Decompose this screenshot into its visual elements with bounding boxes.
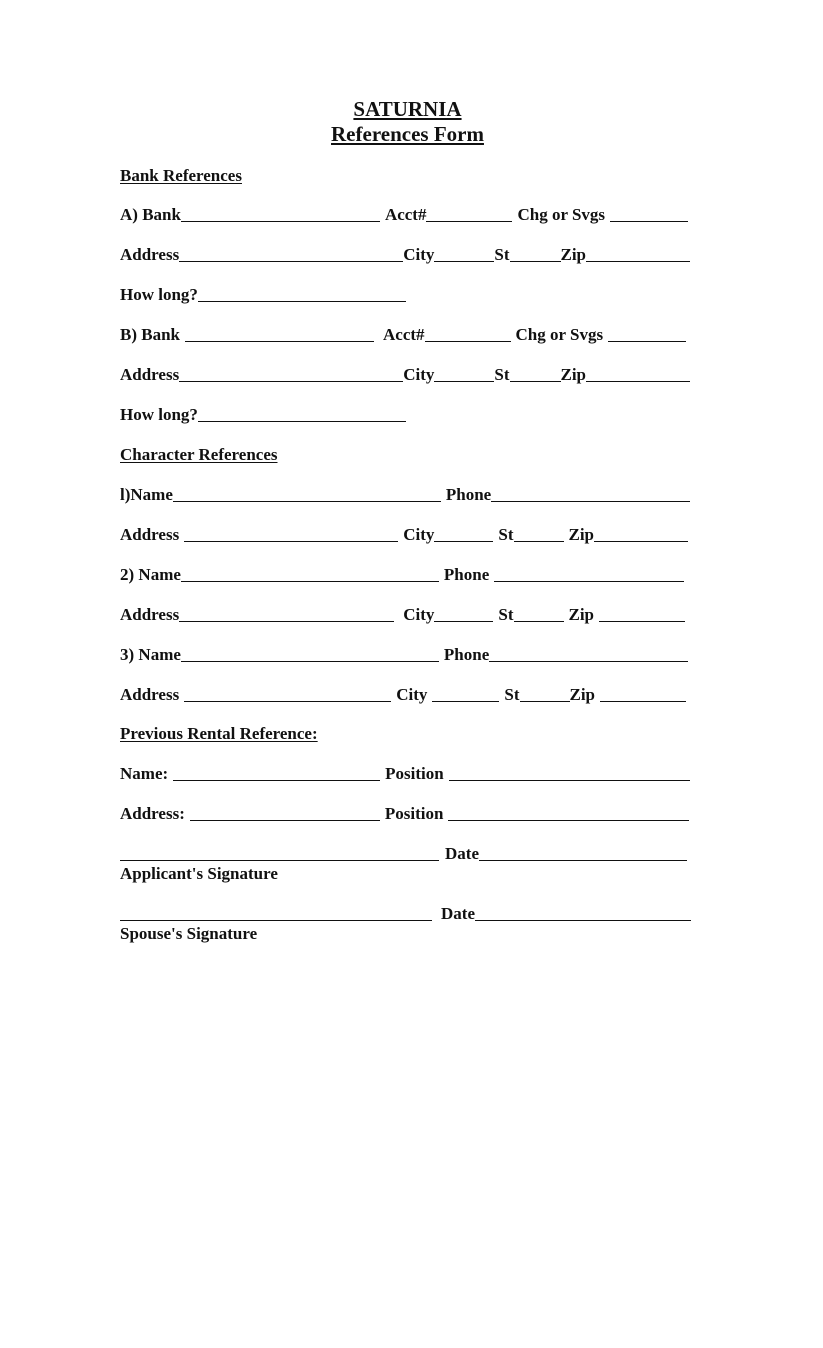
spouse-signature-row <box>120 901 700 923</box>
char-ref-2-city-field[interactable] <box>434 620 493 622</box>
bank-references-heading: Bank References <box>120 166 242 185</box>
char-ref-1-address-field[interactable] <box>184 540 398 542</box>
char-ref-3-phone-field[interactable] <box>489 660 688 662</box>
bank-b-chg-label: Chg or Svgs <box>515 325 604 344</box>
bank-a-zip-label: Zip <box>560 245 587 264</box>
rental-position-field[interactable] <box>449 779 690 781</box>
spouse-date-label: Date <box>441 904 475 923</box>
char-ref-2-name-row <box>120 562 700 584</box>
char-ref-2-name-label: 2) Name <box>120 565 181 584</box>
bank-b-address-row <box>120 362 700 384</box>
bank-b-st-label: St <box>494 365 510 384</box>
char-ref-3-city-label: City <box>396 685 428 704</box>
bank-b-how-long-label: How long? <box>120 405 198 424</box>
bank-a-address-label: Address <box>120 245 180 264</box>
char-ref-3-name-label: 3) Name <box>120 645 181 664</box>
char-ref-3-city-field[interactable] <box>432 700 499 702</box>
bank-a-row <box>120 202 700 224</box>
bank-b-address-label: Address <box>120 365 180 384</box>
char-ref-2-name-field[interactable] <box>181 580 439 582</box>
char-ref-3-zip-field[interactable] <box>600 700 686 702</box>
bank-a-st-label: St <box>494 245 510 264</box>
char-ref-2-phone-field[interactable] <box>494 580 684 582</box>
bank-a-how-long-field[interactable] <box>198 300 406 302</box>
rental-position-label: Position <box>385 764 444 783</box>
bank-b-acct-label: Acct# <box>383 325 425 344</box>
rental-name-field[interactable] <box>173 779 380 781</box>
rental-address-label: Address: <box>120 804 185 823</box>
char-ref-3-address-field[interactable] <box>184 700 391 702</box>
char-ref-3-name-field[interactable] <box>181 660 439 662</box>
character-references-heading: Character References <box>120 445 278 464</box>
bank-b-address-field[interactable] <box>179 380 403 382</box>
applicant-signature-field[interactable] <box>120 859 439 861</box>
char-ref-1-name-label: l)Name <box>120 485 173 504</box>
char-ref-2-st-label: St <box>498 605 514 624</box>
rental-position2-label: Position <box>384 804 444 823</box>
char-ref-3-address-row <box>120 682 700 704</box>
char-ref-1-phone-field[interactable] <box>491 500 690 502</box>
char-ref-1-city-label: City <box>403 525 435 544</box>
char-ref-2-address-row <box>120 602 700 624</box>
char-ref-1-city-field[interactable] <box>434 540 493 542</box>
char-ref-3-phone-label: Phone <box>443 645 490 664</box>
char-ref-2-address-label: Address <box>120 605 180 624</box>
char-ref-2-address-field[interactable] <box>179 620 394 622</box>
char-ref-3-address-label: Address <box>120 685 180 704</box>
bank-a-city-label: City <box>403 245 435 264</box>
char-ref-2-zip-label: Zip <box>568 605 595 624</box>
rental-position2-field[interactable] <box>448 819 689 821</box>
char-ref-1-name-field[interactable] <box>173 500 441 502</box>
char-ref-2-phone-label: Phone <box>443 565 490 584</box>
char-ref-2-city-label: City <box>403 605 435 624</box>
bank-a-how-long-label: How long? <box>120 285 198 304</box>
company-name: SATURNIA <box>353 97 462 121</box>
bank-a-address-row <box>120 242 700 264</box>
char-ref-1-st-label: St <box>498 525 514 544</box>
char-ref-3-zip-label: Zip <box>569 685 596 704</box>
bank-b-chg-field[interactable] <box>608 340 686 342</box>
bank-b-zip-field[interactable] <box>586 380 690 382</box>
bank-b-how-long-field[interactable] <box>198 420 406 422</box>
spouse-date-field[interactable] <box>475 919 691 921</box>
char-ref-1-st-field[interactable] <box>514 540 564 542</box>
char-ref-1-phone-label: Phone <box>445 485 492 504</box>
bank-a-st-field[interactable] <box>510 260 561 262</box>
char-ref-2-zip-field[interactable] <box>599 620 685 622</box>
bank-a-chg-label: Chg or Svgs <box>517 205 606 224</box>
applicant-date-field[interactable] <box>479 859 687 861</box>
applicant-signature-row <box>120 841 700 863</box>
char-ref-1-zip-field[interactable] <box>594 540 688 542</box>
bank-a-acct-field[interactable] <box>426 220 512 222</box>
bank-a-label: A) Bank <box>120 205 181 224</box>
rental-address-row <box>120 801 700 823</box>
bank-b-zip-label: Zip <box>560 365 587 384</box>
char-ref-3-st-label: St <box>504 685 520 704</box>
char-ref-1-address-row <box>120 522 700 544</box>
char-ref-1-address-label: Address <box>120 525 180 544</box>
char-ref-1-name-row <box>120 482 700 504</box>
bank-a-city-field[interactable] <box>434 260 494 262</box>
bank-b-city-label: City <box>403 365 435 384</box>
bank-a-how-long-row <box>120 282 700 304</box>
rental-address-field[interactable] <box>190 819 380 821</box>
bank-b-row <box>120 322 700 344</box>
bank-b-label: B) Bank <box>120 325 180 344</box>
rental-reference-heading: Previous Rental Reference: <box>120 724 318 743</box>
bank-b-name-field[interactable] <box>185 340 374 342</box>
char-ref-2-st-field[interactable] <box>514 620 564 622</box>
bank-a-zip-field[interactable] <box>586 260 690 262</box>
spouse-signature-field[interactable] <box>120 919 432 921</box>
bank-a-address-field[interactable] <box>179 260 403 262</box>
applicant-date-label: Date <box>445 844 479 863</box>
char-ref-1-zip-label: Zip <box>568 525 595 544</box>
bank-b-acct-field[interactable] <box>425 340 511 342</box>
bank-b-how-long-row <box>120 402 700 424</box>
applicant-signature-caption: Applicant's Signature <box>120 864 278 883</box>
form-title: References Form <box>331 122 484 146</box>
bank-b-st-field[interactable] <box>510 380 561 382</box>
char-ref-3-st-field[interactable] <box>520 700 570 702</box>
bank-b-city-field[interactable] <box>434 380 494 382</box>
spouse-signature-caption: Spouse's Signature <box>120 924 258 943</box>
bank-a-acct-label: Acct# <box>384 205 427 224</box>
bank-a-chg-field[interactable] <box>610 220 688 222</box>
bank-a-name-field[interactable] <box>181 220 380 222</box>
rental-name-row <box>120 761 700 783</box>
rental-name-label: Name: <box>120 764 169 783</box>
char-ref-3-name-row <box>120 642 700 664</box>
